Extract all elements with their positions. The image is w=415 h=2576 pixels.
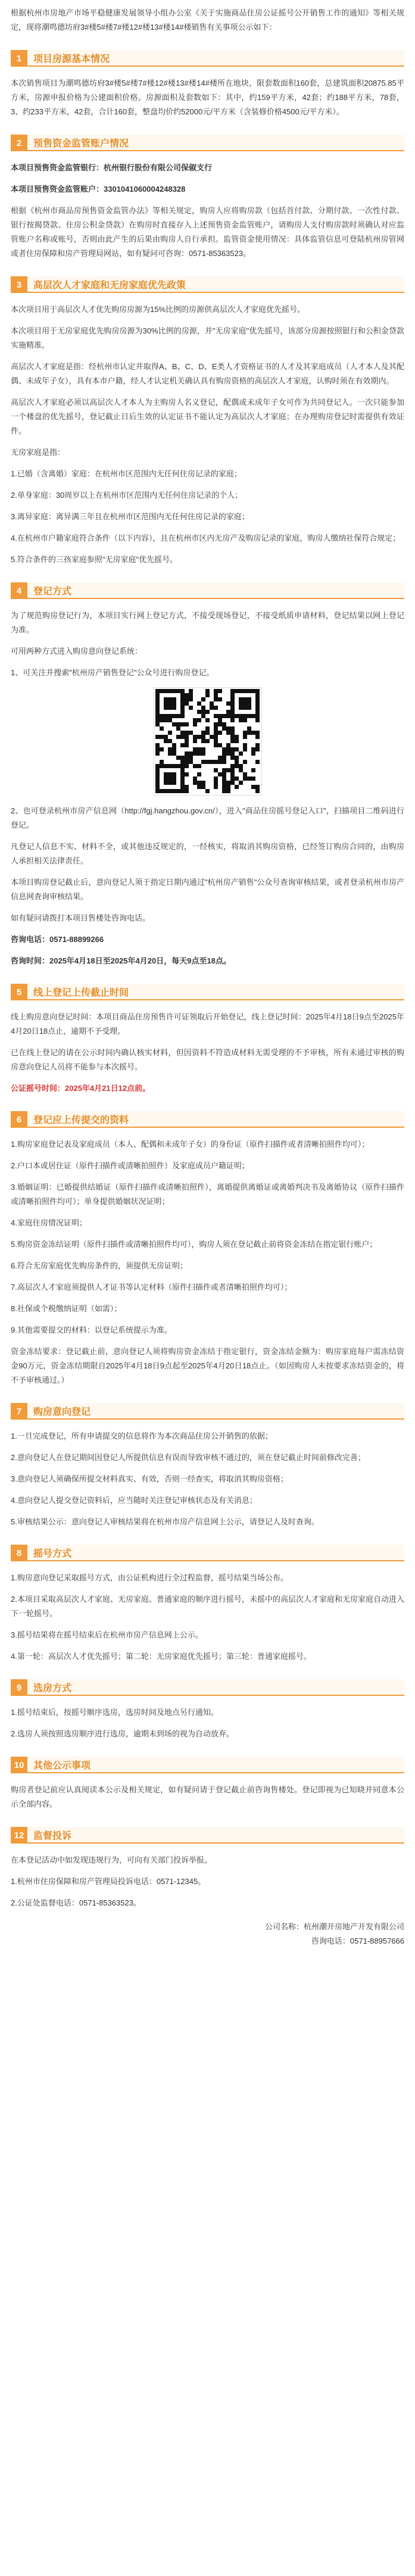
section-paragraph: 1.购房意向登记采取摇号方式，由公证机构进行全过程监督，摇号结果当场公布。 bbox=[11, 1573, 288, 1582]
section-header bbox=[11, 1111, 404, 1128]
section-paragraph: 本次销售项目为潮鸣德坊府3#楼5#楼7#楼12#楼13#楼14#楼所在地块，限套数面积160套，总建筑面积20875.85平方米，房源申报价格为公建面积价格。房源面积及套数如下：其中，约159平方米，42套；约188平方米，78套，3、约233平方米，42套，合计160套，整盘均价约52000元/平方米（含装修价格4500元/平方米）。 bbox=[11, 79, 404, 116]
section-number: 12 bbox=[11, 1827, 27, 1844]
section-paragraph: 5.购房资金冻结证明（原件扫描件或清晰拍照件均可），购房人须在登记截止前将资金冻结在指定银行账户； bbox=[11, 1240, 377, 1249]
section-title: 线上登记上传截止时间 bbox=[27, 984, 404, 1000]
section-paragraph: 高层次人才家庭是指：经杭州市认定并取得A、B、C、D、E类人才资格证书的人才及其家庭成员（人才本人及其配偶、未成年子女），具有本市户籍，经人才认定机关确认具有购房资格的高层次人才家庭，认购时须在有效期内。 bbox=[11, 362, 404, 385]
section-paragraph: 2、也可登录杭州市房产信息网（http://fgj.hangzhou.gov.cn/），进入"商品住房摇号登记入口"，扫描项目二维码进行登记。 bbox=[11, 806, 404, 829]
qr-code-wrapper bbox=[11, 687, 404, 796]
section-paragraph: 7.高层次人才家庭须提供人才证书等认定材料（原件扫描件或者清晰拍照件均可）； bbox=[11, 1283, 292, 1292]
section-paragraph: 4.第一轮：高层次人才优先摇号；第二轮：无房家庭优先摇号；第三轮：普通家庭摇号。 bbox=[11, 1652, 311, 1661]
section-number: 6 bbox=[11, 1111, 27, 1128]
section-paragraph: 4.家庭住房情况证明； bbox=[11, 1218, 87, 1227]
signature-block bbox=[11, 1920, 404, 1948]
section-paragraph: 本次项目用于高层次人才优先购房房源为15%比例的房源供高层次人才家庭优先摇号。 bbox=[11, 305, 305, 314]
section-paragraph: 2.户口本或居住证（原件扫描件或清晰拍照件）及家庭成员户籍证明； bbox=[11, 1161, 249, 1170]
section-paragraph: 1、可关注并搜索"杭州房产销售登记"公众号进行购房登记。 bbox=[11, 668, 214, 677]
section-paragraph: 3.意向登记人须确保所提交材料真实、有效，否则一经查实，将取消其购房资格； bbox=[11, 1474, 288, 1483]
sections-container bbox=[11, 50, 404, 1910]
intro-paragraph: 根据杭州市房地产市场平稳健康发展领导小组办公室《关于实施商品住房公证摇号公开销售工作的通知》等相关规定，现将潮鸣德坊府3#楼5#楼7#楼12#楼13#楼14#楼销售有关事项公示如下： bbox=[11, 8, 404, 32]
section-paragraph: 在本登记活动中如发现违规行为，可向有关部门投诉举报。 bbox=[11, 1855, 213, 1864]
section-paragraph: 凡登记人信息不实、材料不全，或其他违反规定的，一经核实，将取消其购房资格，已经签订购房合同的，由购房人承担相关法律责任。 bbox=[11, 842, 404, 865]
section-number: 5 bbox=[11, 984, 27, 1000]
company-name: 公司名称：杭州潮开房地产开发有限公司 bbox=[264, 1922, 404, 1931]
section-number: 10 bbox=[11, 1757, 27, 1773]
section-paragraph: 线上购房意向登记时间：本项目商品住房预售许可证领取后开始登记，线上登记时间：2025年4月18日9点至2025年4月20日18点止，逾期不予受理。 bbox=[11, 1012, 404, 1036]
section-paragraph: 本项目预售资金监管银行：杭州银行股份有限公司保俶支行 bbox=[11, 163, 213, 172]
section-number: 8 bbox=[11, 1545, 27, 1561]
section-paragraph: 本项目购房登记截止后，意向登记人须于指定日期内通过"杭州房产销售"公众号查询审核结果，或者登录杭州市房产信息网查询审核结果。 bbox=[11, 878, 404, 901]
section-header bbox=[11, 1827, 404, 1844]
section-title: 摇号方式 bbox=[27, 1545, 404, 1561]
section-paragraph: 咨询时间：2025年4月18日至2025年4月20日，每天9点至18点。 bbox=[11, 956, 231, 965]
section-title: 监督投诉 bbox=[27, 1827, 404, 1844]
section-title: 其他公示事项 bbox=[27, 1757, 404, 1773]
section-header bbox=[11, 1679, 404, 1696]
section-paragraph: 3.婚姻证明：已婚提供结婚证（原件扫描件或清晰拍照件），离婚提供离婚证或离婚判决书及离婚协议（原件扫描件或清晰拍照件均可）；单身提供婚姻状况证明； bbox=[11, 1183, 404, 1206]
section-paragraph: 5.符合条件的三孩家庭参照"无房家庭"优先摇号。 bbox=[11, 555, 178, 564]
section-paragraph: 公证摇号时间：2025年4月21日12点前。 bbox=[11, 1084, 151, 1093]
section-number: 1 bbox=[11, 50, 27, 67]
section-paragraph: 1.购房家庭登记表及家庭成员（本人、配偶和未成年子女）的身份证（原件扫描件或者清晰拍照件均可）； bbox=[11, 1140, 370, 1149]
section-title: 高层次人才家庭和无房家庭优先政策 bbox=[27, 276, 404, 293]
announcement-page bbox=[11, 0, 404, 1963]
section-header bbox=[11, 1403, 404, 1420]
section-number: 2 bbox=[11, 135, 27, 151]
section-paragraph: 4.意向登记人提交登记资料后，应当随时关注登记审核状态及有关消息； bbox=[11, 1496, 257, 1505]
section-paragraph: 已在线上登记的请在公示时间内确认核实材料，但因资料不符造成材料无需受理的不予审核，所有未通过审核的购房意向登记人员将不能参与本次摇号。 bbox=[11, 1048, 404, 1071]
contact-phone: 咨询电话：0571-88957666 bbox=[311, 1936, 404, 1945]
section-title: 登记方式 bbox=[27, 582, 404, 599]
section-number: 4 bbox=[11, 582, 27, 599]
section-paragraph: 3.摇号结果将在摇号结束后在杭州市房产信息网上公示。 bbox=[11, 1630, 203, 1639]
section-header bbox=[11, 1757, 404, 1773]
section-paragraph: 8.社保或个税缴纳证明（如需）； bbox=[11, 1304, 122, 1313]
section-paragraph: 本项目预售资金监管账户：3301041060004248328 bbox=[11, 185, 186, 194]
section-paragraph: 资金冻结要求：登记截止前，意向登记人须将购房资金冻结于指定银行，资金冻结金额为：购房家庭每户需冻结资金90万元，资金冻结期限自2025年4月18日9点起至2025年4月20日18点止。（如因购房人未按要求冻结资金的，将不予审核通过。） bbox=[11, 1347, 404, 1384]
section-paragraph: 3.离异家庭：离异满三年且在杭州市区范围内无任何住房记录的家庭； bbox=[11, 512, 249, 521]
section-number: 3 bbox=[11, 276, 27, 293]
section-number: 9 bbox=[11, 1679, 27, 1696]
section-paragraph: 2.本项目采取高层次人才家庭、无房家庭、普通家庭的顺序进行摇号，未摇中的高层次人才家庭和无房家庭自动进入下一轮摇号。 bbox=[11, 1595, 404, 1618]
section-header bbox=[11, 1545, 404, 1561]
section-paragraph: 2.选房人须按照选房顺序进行选房，逾期未到场的视为自动放弃。 bbox=[11, 1729, 234, 1738]
section-paragraph: 咨询电话：0571-88899266 bbox=[11, 935, 104, 944]
section-paragraph: 2.单身家庭：30周岁以上在杭州市区范围内无任何住房记录的个人； bbox=[11, 491, 243, 500]
section-header bbox=[11, 582, 404, 599]
section-paragraph: 1.杭州市住房保障和房产管理局投诉电话：0571-12345。 bbox=[11, 1877, 206, 1886]
section-header bbox=[11, 276, 404, 293]
section-paragraph: 本次项目用于无房家庭优先购房房源为30%比例的房源，并"无房家庭"优先摇号，该部分房源按照银行和公积金贷款实施精准。 bbox=[11, 326, 404, 350]
section-paragraph: 无房家庭是指： bbox=[11, 448, 65, 457]
section-paragraph: 5.审核结果公示：意向登记人审核结果将在杭州市房产信息网上公示，请登记人及时查询。 bbox=[11, 1517, 319, 1526]
section-header bbox=[11, 135, 404, 151]
section-paragraph: 2.意向登记人在登记期间因登记人所提供信息有误而导致审核不通过的，须在登记截止时间前修改完善； bbox=[11, 1453, 366, 1462]
section-paragraph: 9.其他需要提交的材料：以登记系统提示为准。 bbox=[11, 1326, 172, 1334]
section-paragraph: 根据《杭州市商品房预售资金监管办法》等相关规定，购房人应将购房款（包括首付款、分期付款、一次性付款、银行按揭贷款、住房公积金贷款）在购房时直接存入上述预售资金监管账户，请购房人支付购房款时须确认对应监管账户名称或账号，否则由此产生的后果由购房人自行承担。监管资金使用情况：具体监管信息可登陆杭州房管网或者住房保障和房产管理局网站，如有疑问可咨询：0571-85363523。 bbox=[11, 206, 404, 258]
section-paragraph: 购房者登记前应认真阅读本公示及相关规定，如有疑问请于登记截止前咨询售楼处。登记即视为已知晓并同意本公示全部内容。 bbox=[11, 1785, 404, 1808]
section-paragraph: 为了规范购房登记行为，本项目实行网上登记方式，不接受现场登记，不接受纸质申请材料，登记结果以网上登记为准。 bbox=[11, 611, 404, 634]
section-paragraph: 1.已婚（含离婚）家庭：在杭州市区范围内无任何住房记录的家庭； bbox=[11, 469, 242, 478]
section-paragraph: 4.在杭州市户籍家庭符合条件（以下内容），且在杭州市区内无房产及购房记录的家庭，购房人缴纳社保符合规定； bbox=[11, 534, 401, 542]
section-paragraph: 6.符合无房家庭优先购房条件的，须提供无房证明； bbox=[11, 1261, 188, 1270]
section-header bbox=[11, 50, 404, 67]
section-title: 选房方式 bbox=[27, 1679, 404, 1696]
section-paragraph: 可用两种方式进入购房意向登记系统： bbox=[11, 647, 143, 656]
section-paragraph: 2.公证处监督电话：0571-85363523。 bbox=[11, 1898, 141, 1907]
qr-code-icon[interactable] bbox=[154, 687, 262, 796]
section-paragraph: 1.摇号结束后，按摇号顺序选房，选房时间及地点另行通知。 bbox=[11, 1708, 219, 1717]
section-title: 预售资金监管账户情况 bbox=[27, 135, 404, 151]
section-title: 登记应上传提交的资料 bbox=[27, 1111, 404, 1128]
section-header bbox=[11, 984, 404, 1000]
section-title: 项目房源基本情况 bbox=[27, 50, 404, 67]
section-number: 7 bbox=[11, 1403, 27, 1420]
section-paragraph: 高层次人才家庭必须以高层次人才本人为主购房人名义登记，配偶或未成年子女可作为共同登记人。一次只能参加一个楼盘的优先摇号，登记截止日后生效的认定证书不能认定为高层次人才家庭；在办理购房登记时需提供有效证件。 bbox=[11, 398, 404, 435]
section-paragraph: 如有疑问请拨打本项目售楼处咨询电话。 bbox=[11, 913, 151, 922]
section-paragraph: 1.一旦完成登记，所有申请提交的信息将作为本次商品住房公开销售的依据； bbox=[11, 1432, 273, 1440]
section-title: 购房意向登记 bbox=[27, 1403, 404, 1420]
